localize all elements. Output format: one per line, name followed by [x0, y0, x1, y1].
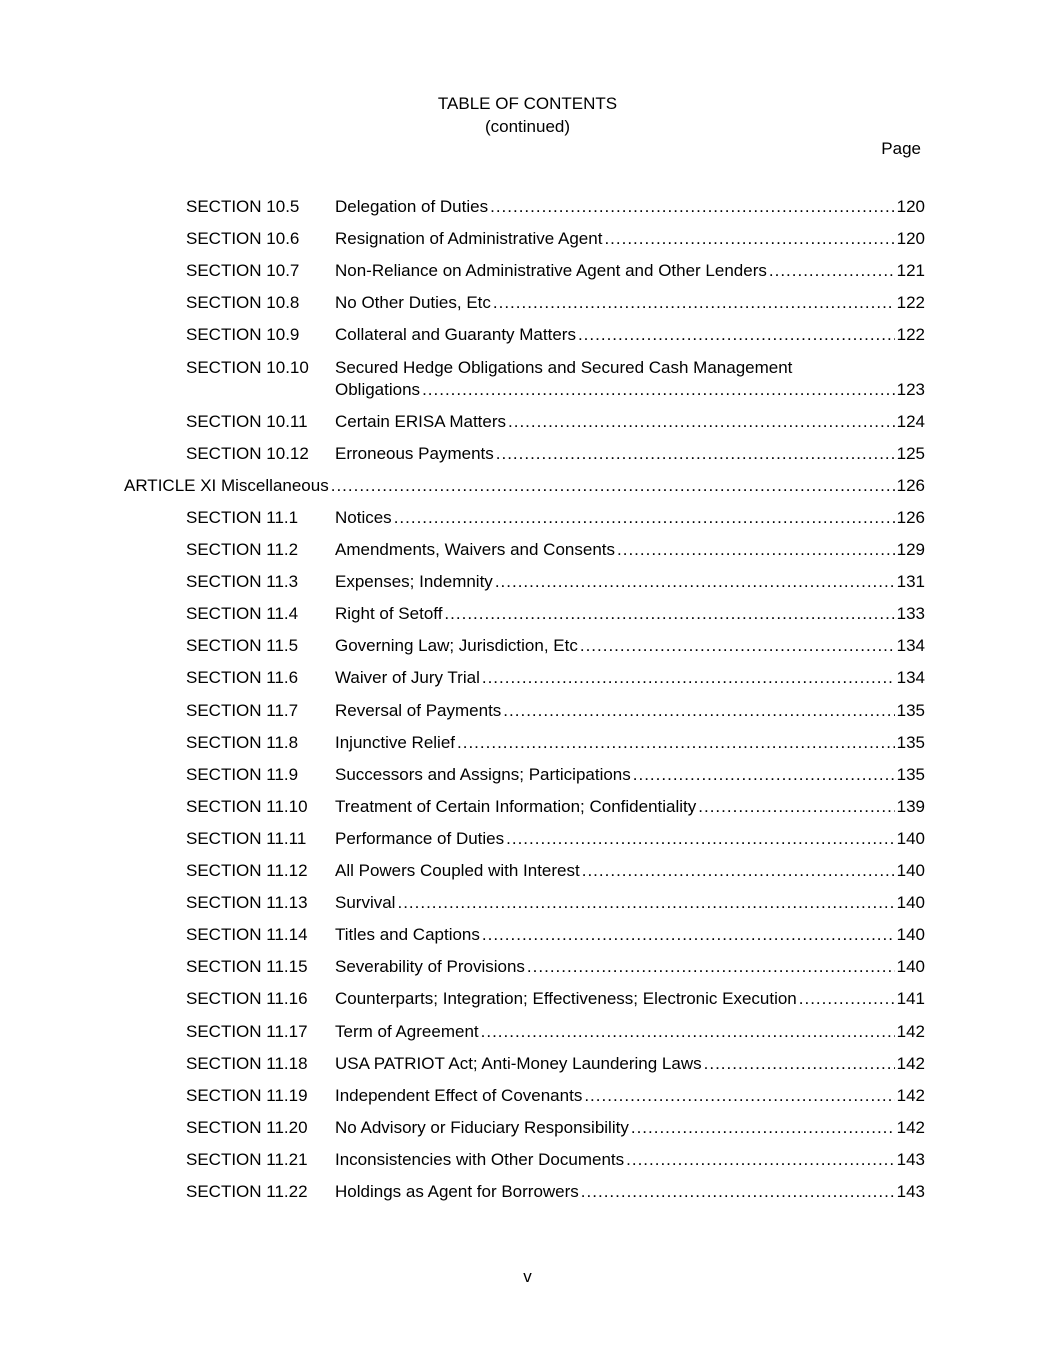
- section-title: Notices: [335, 507, 392, 527]
- section-title: Counterparts; Integration; Effectiveness; Electronic Execution: [335, 989, 797, 1009]
- toc-entry-line: [335, 604, 925, 624]
- section-number: SECTION 10.5: [186, 197, 300, 216]
- page-reference: 143: [896, 1182, 925, 1201]
- toc-entry-line: [335, 1150, 925, 1170]
- section-title: Independent Effect of Covenants: [335, 1085, 583, 1105]
- dot-leader: [584, 1086, 894, 1106]
- page-reference: 134: [896, 668, 925, 688]
- section-number: SECTION 11.6: [186, 668, 299, 688]
- toc-subtitle: (continued): [484, 117, 571, 136]
- toc-entry-line: [335, 1086, 925, 1106]
- dot-leader: [527, 957, 895, 977]
- toc-entry-line: [335, 1054, 925, 1074]
- page-reference: 140: [896, 893, 925, 913]
- page-reference: 143: [896, 1149, 925, 1169]
- dot-leader: [495, 572, 895, 592]
- section-title: Non-Reliance on Administrative Agent and Other Lenders: [335, 261, 767, 281]
- section-number: SECTION 11.8: [186, 732, 299, 752]
- toc-entry-line: [335, 701, 925, 721]
- dot-leader: [490, 197, 895, 217]
- section-title: Governing Law; Jurisdiction, Etc: [335, 636, 578, 656]
- section-number: SECTION 10.12: [186, 443, 309, 463]
- page-reference: 125: [896, 443, 925, 463]
- dot-leader: [631, 1118, 895, 1138]
- dot-leader: [698, 797, 894, 817]
- toc-entry-line: [335, 636, 925, 656]
- dot-leader: [626, 1150, 895, 1170]
- section-number: SECTION 11.3: [186, 572, 299, 592]
- toc-entry-line: [335, 957, 925, 977]
- page-reference: 142: [896, 1117, 925, 1137]
- section-title: Performance of Duties: [335, 828, 505, 848]
- section-title: Treatment of Certain Information; Confidentiality: [335, 796, 697, 816]
- section-title-line: Secured Hedge Obligations and Secured Cash Management: [335, 357, 793, 377]
- section-number: SECTION 11.1: [186, 507, 299, 527]
- toc-entry-line: [335, 197, 925, 217]
- section-number: SECTION 11.7: [186, 700, 299, 720]
- page-reference: 135: [896, 700, 925, 720]
- section-title: Successors and Assigns; Participations: [335, 764, 631, 784]
- dot-leader: [508, 412, 895, 432]
- toc-entry-line: [335, 1182, 925, 1202]
- dot-leader: [482, 925, 895, 945]
- page-reference: 135: [896, 764, 925, 784]
- page-reference: 140: [896, 925, 925, 945]
- section-number: SECTION 10.11: [186, 411, 308, 431]
- page-reference: 120: [896, 197, 925, 216]
- toc-entry-line: [335, 572, 925, 592]
- toc-entry-line: [335, 540, 925, 560]
- section-title: Obligations: [335, 379, 421, 399]
- section-title: Collateral and Guaranty Matters: [335, 325, 576, 345]
- dot-leader: [799, 989, 895, 1009]
- section-number: SECTION 11.14: [186, 925, 308, 945]
- section-number: SECTION 11.18: [186, 1053, 308, 1073]
- toc-title: TABLE OF CONTENTS: [437, 94, 618, 113]
- page-reference: 122: [896, 293, 925, 313]
- section-number: SECTION 10.7: [186, 261, 300, 281]
- section-title: Resignation of Administrative Agent: [335, 229, 603, 249]
- toc-entry-line: [335, 508, 925, 528]
- page-reference: 135: [896, 732, 925, 752]
- section-number: SECTION 11.12: [186, 861, 308, 880]
- section-title: Right of Setoff: [335, 604, 443, 624]
- page-reference: 134: [896, 636, 925, 656]
- section-number: SECTION 11.15: [186, 957, 308, 977]
- toc-entry-line: [335, 1022, 925, 1042]
- page-reference: 126: [896, 475, 925, 495]
- dot-leader: [769, 261, 895, 281]
- page-reference: 129: [896, 540, 925, 559]
- section-title: Expenses; Indemnity: [335, 572, 493, 592]
- section-title: Delegation of Duties: [335, 197, 489, 216]
- toc-entry-line: [335, 861, 925, 881]
- dot-leader: [503, 701, 894, 721]
- dot-leader: [617, 540, 895, 560]
- section-number: SECTION 10.8: [186, 293, 300, 313]
- section-number: SECTION 11.5: [186, 636, 299, 656]
- section-title: Inconsistencies with Other Documents: [335, 1149, 625, 1169]
- page-reference: 140: [896, 828, 925, 848]
- toc-entry-line: [335, 229, 925, 249]
- section-number: SECTION 10.9: [186, 325, 300, 345]
- section-title: Titles and Captions: [335, 925, 480, 945]
- page-reference: 124: [896, 411, 925, 431]
- page-reference: 142: [896, 1085, 925, 1105]
- section-title: No Other Duties, Etc: [335, 293, 491, 313]
- dot-leader: [580, 636, 895, 656]
- section-title: No Advisory or Fiduciary Responsibility: [335, 1117, 629, 1137]
- dot-leader: [582, 861, 895, 881]
- toc-entry-line: [335, 293, 925, 313]
- dot-leader: [331, 476, 895, 496]
- toc-entry-line: [335, 325, 925, 345]
- page-reference: 142: [896, 1021, 925, 1041]
- section-number: SECTION 11.21: [186, 1149, 308, 1169]
- dot-leader: [633, 765, 895, 785]
- page-reference: 131: [896, 572, 925, 592]
- section-title: Term of Agreement: [335, 1021, 479, 1041]
- dot-leader: [493, 293, 895, 313]
- toc-entry-line: [124, 476, 925, 496]
- dot-leader: [578, 325, 895, 345]
- page-reference: 121: [896, 261, 925, 281]
- dot-leader: [704, 1054, 895, 1074]
- dot-leader: [444, 604, 894, 624]
- page-reference: 142: [896, 1053, 925, 1073]
- page-reference: 120: [896, 229, 925, 249]
- page-reference: 123: [896, 379, 925, 399]
- section-number: SECTION 11.4: [186, 604, 299, 624]
- toc-entry-line: [335, 261, 925, 281]
- toc-entry-line: [335, 765, 925, 785]
- section-title: Reversal of Payments: [335, 700, 502, 720]
- dot-leader: [604, 229, 894, 249]
- section-number: SECTION 11.20: [186, 1117, 308, 1137]
- section-title: Erroneous Payments: [335, 443, 494, 463]
- page-number: v: [523, 1267, 532, 1286]
- page-reference: 122: [896, 325, 925, 345]
- section-title: USA PATRIOT Act; Anti-Money Laundering Laws: [335, 1053, 702, 1073]
- section-title: Injunctive Relief: [335, 732, 456, 752]
- page-reference: 139: [896, 796, 925, 816]
- section-number: SECTION 11.9: [186, 764, 299, 784]
- page-reference: 140: [896, 861, 925, 880]
- section-title: Certain ERISA Matters: [335, 411, 507, 431]
- toc-entry-line: [335, 380, 925, 400]
- article-title: ARTICLE XI Miscellaneous: [124, 475, 329, 495]
- dot-leader: [457, 733, 895, 753]
- page-reference: 126: [896, 507, 925, 527]
- section-number: SECTION 11.17: [186, 1021, 308, 1041]
- section-title: Severability of Provisions: [335, 957, 525, 977]
- section-number: SECTION 11.19: [186, 1085, 308, 1105]
- dot-leader: [397, 893, 894, 913]
- toc-entry-line: [335, 925, 925, 945]
- toc-entry-line: [335, 797, 925, 817]
- section-number: SECTION 11.16: [186, 989, 308, 1009]
- section-title: Holdings as Agent for Borrowers: [335, 1182, 579, 1201]
- toc-entry-line: [335, 893, 925, 913]
- page-reference: 141: [896, 989, 925, 1009]
- section-number: SECTION 11.10: [186, 796, 308, 816]
- section-number: SECTION 11.2: [186, 540, 299, 559]
- dot-leader: [581, 1182, 895, 1202]
- dot-leader: [506, 829, 894, 849]
- section-number: SECTION 11.11: [186, 828, 307, 848]
- page-reference: 140: [896, 957, 925, 977]
- dot-leader: [394, 508, 895, 528]
- section-title: Waiver of Jury Trial: [335, 668, 480, 688]
- toc-entry-line: [335, 829, 925, 849]
- section-title: Survival: [335, 893, 396, 913]
- toc-entry-line: [335, 1118, 925, 1138]
- dot-leader: [481, 1022, 895, 1042]
- dot-leader: [422, 380, 895, 400]
- page-reference: 133: [896, 604, 925, 624]
- toc-entry-line: [335, 989, 925, 1009]
- section-number: SECTION 10.6: [186, 229, 300, 249]
- dot-leader: [496, 444, 895, 464]
- section-number: SECTION 11.22: [186, 1182, 308, 1201]
- dot-leader: [482, 668, 895, 688]
- toc-entry-line: [335, 444, 925, 464]
- toc-entry-line: [335, 412, 925, 432]
- section-number: SECTION 10.10: [186, 357, 309, 377]
- section-title: Amendments, Waivers and Consents: [335, 540, 615, 559]
- section-title: All Powers Coupled with Interest: [335, 861, 580, 880]
- toc-entry-line: [335, 668, 925, 688]
- toc-entry-line: [335, 733, 925, 753]
- page-column-header: Page: [881, 139, 921, 158]
- section-number: SECTION 11.13: [186, 893, 308, 913]
